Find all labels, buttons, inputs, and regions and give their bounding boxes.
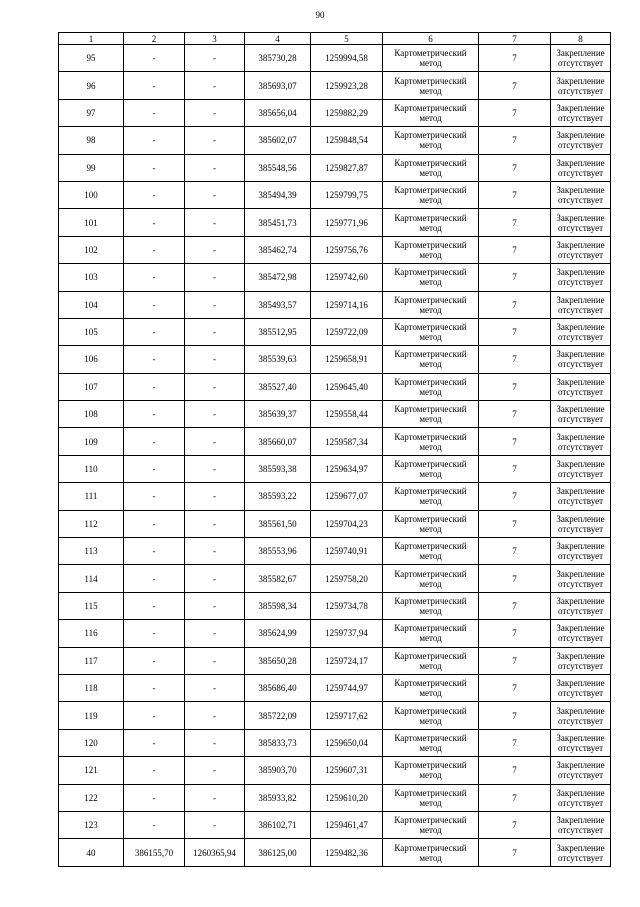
accuracy-cell: 7 — [479, 647, 551, 674]
method-cell: Картометрический метод — [383, 729, 479, 756]
new-y-cell: 1259558,44 — [311, 401, 383, 428]
fixing-cell: Закрепление отсутствует — [551, 510, 611, 537]
point-number-cell: 101 — [59, 209, 124, 236]
accuracy-cell: 7 — [479, 455, 551, 482]
table-row — [59, 647, 611, 674]
old-x-cell: - — [124, 127, 185, 154]
point-number-cell: 96 — [59, 72, 124, 99]
accuracy-cell: 7 — [479, 565, 551, 592]
old-x-cell: - — [124, 538, 185, 565]
new-x-cell: 385650,28 — [245, 647, 311, 674]
new-y-cell: 1259714,16 — [311, 291, 383, 318]
point-number-cell: 121 — [59, 757, 124, 784]
old-x-cell: - — [124, 428, 185, 455]
accuracy-cell: 7 — [479, 72, 551, 99]
table-row — [59, 209, 611, 236]
column-header: 7 — [479, 33, 551, 45]
method-cell: Картометрический метод — [383, 702, 479, 729]
old-x-cell: - — [124, 373, 185, 400]
fixing-cell: Закрепление отсутствует — [551, 99, 611, 126]
new-x-cell: 385722,09 — [245, 702, 311, 729]
accuracy-cell: 7 — [479, 127, 551, 154]
new-y-cell: 1259645,40 — [311, 373, 383, 400]
old-x-cell: - — [124, 318, 185, 345]
method-cell: Картометрический метод — [383, 318, 479, 345]
method-cell: Картометрический метод — [383, 811, 479, 838]
accuracy-cell: 7 — [479, 181, 551, 208]
new-x-cell: 386125,00 — [245, 839, 311, 866]
method-cell: Картометрический метод — [383, 538, 479, 565]
column-header: 6 — [383, 33, 479, 45]
point-number-cell: 99 — [59, 154, 124, 181]
old-x-cell: - — [124, 565, 185, 592]
method-cell: Картометрический метод — [383, 154, 479, 181]
point-number-cell: 111 — [59, 483, 124, 510]
method-cell: Картометрический метод — [383, 647, 479, 674]
accuracy-cell: 7 — [479, 674, 551, 701]
old-y-cell: - — [185, 72, 245, 99]
table-row — [59, 99, 611, 126]
column-header: 3 — [185, 33, 245, 45]
table-header-row — [59, 33, 611, 45]
table-row — [59, 127, 611, 154]
fixing-cell: Закрепление отсутствует — [551, 373, 611, 400]
point-number-cell: 104 — [59, 291, 124, 318]
point-number-cell: 122 — [59, 784, 124, 811]
old-y-cell: - — [185, 811, 245, 838]
fixing-cell: Закрепление отсутствует — [551, 592, 611, 619]
fixing-cell: Закрепление отсутствует — [551, 154, 611, 181]
table-row — [59, 318, 611, 345]
old-x-cell: - — [124, 784, 185, 811]
new-x-cell: 385693,07 — [245, 72, 311, 99]
old-y-cell: - — [185, 538, 245, 565]
method-cell: Картометрический метод — [383, 401, 479, 428]
table-row — [59, 428, 611, 455]
old-y-cell: - — [185, 729, 245, 756]
point-number-cell: 116 — [59, 620, 124, 647]
new-x-cell: 385656,04 — [245, 99, 311, 126]
column-header: 4 — [245, 33, 311, 45]
new-x-cell: 385548,56 — [245, 154, 311, 181]
point-number-cell: 107 — [59, 373, 124, 400]
new-y-cell: 1259848,54 — [311, 127, 383, 154]
old-x-cell: - — [124, 729, 185, 756]
old-y-cell: - — [185, 346, 245, 373]
table-row — [59, 373, 611, 400]
old-x-cell: - — [124, 291, 185, 318]
accuracy-cell: 7 — [479, 154, 551, 181]
table-row — [59, 620, 611, 647]
old-y-cell: - — [185, 757, 245, 784]
new-y-cell: 1259994,58 — [311, 45, 383, 72]
new-y-cell: 1259756,76 — [311, 236, 383, 263]
old-y-cell: - — [185, 510, 245, 537]
old-y-cell: - — [185, 647, 245, 674]
fixing-cell: Закрепление отсутствует — [551, 264, 611, 291]
table-row — [59, 784, 611, 811]
old-y-cell: - — [185, 154, 245, 181]
method-cell: Картометрический метод — [383, 592, 479, 619]
method-cell: Картометрический метод — [383, 209, 479, 236]
new-x-cell: 385624,99 — [245, 620, 311, 647]
new-y-cell: 1259482,36 — [311, 839, 383, 866]
fixing-cell: Закрепление отсутствует — [551, 72, 611, 99]
table-row — [59, 154, 611, 181]
new-y-cell: 1259742,60 — [311, 264, 383, 291]
fixing-cell: Закрепление отсутствует — [551, 538, 611, 565]
new-y-cell: 1259607,31 — [311, 757, 383, 784]
old-y-cell: - — [185, 592, 245, 619]
fixing-cell: Закрепление отсутствует — [551, 291, 611, 318]
table-row — [59, 674, 611, 701]
point-number-cell: 110 — [59, 455, 124, 482]
old-x-cell: - — [124, 811, 185, 838]
table-row — [59, 757, 611, 784]
old-y-cell: - — [185, 401, 245, 428]
old-x-cell: - — [124, 181, 185, 208]
old-x-cell: - — [124, 209, 185, 236]
fixing-cell: Закрепление отсутствует — [551, 729, 611, 756]
new-x-cell: 385903,70 — [245, 757, 311, 784]
accuracy-cell: 7 — [479, 729, 551, 756]
new-x-cell: 385593,38 — [245, 455, 311, 482]
new-y-cell: 1259717,62 — [311, 702, 383, 729]
point-number-cell: 114 — [59, 565, 124, 592]
point-number-cell: 106 — [59, 346, 124, 373]
method-cell: Картометрический метод — [383, 72, 479, 99]
point-number-cell: 40 — [59, 839, 124, 866]
old-x-cell: - — [124, 647, 185, 674]
fixing-cell: Закрепление отсутствует — [551, 455, 611, 482]
table-row — [59, 45, 611, 72]
table-row — [59, 401, 611, 428]
table-row — [59, 592, 611, 619]
accuracy-cell: 7 — [479, 538, 551, 565]
old-y-cell: - — [185, 127, 245, 154]
table-row — [59, 510, 611, 537]
old-x-cell: - — [124, 99, 185, 126]
table-row — [59, 72, 611, 99]
method-cell: Картометрический метод — [383, 565, 479, 592]
point-number-cell: 98 — [59, 127, 124, 154]
fixing-cell: Закрепление отсутствует — [551, 236, 611, 263]
new-y-cell: 1259882,29 — [311, 99, 383, 126]
new-x-cell: 385598,34 — [245, 592, 311, 619]
new-x-cell: 386102,71 — [245, 811, 311, 838]
new-y-cell: 1259658,91 — [311, 346, 383, 373]
method-cell: Картометрический метод — [383, 784, 479, 811]
point-number-cell: 123 — [59, 811, 124, 838]
new-x-cell: 385639,37 — [245, 401, 311, 428]
accuracy-cell: 7 — [479, 373, 551, 400]
old-x-cell: - — [124, 154, 185, 181]
old-x-cell: - — [124, 346, 185, 373]
point-number-cell: 118 — [59, 674, 124, 701]
fixing-cell: Закрепление отсутствует — [551, 483, 611, 510]
method-cell: Картометрический метод — [383, 839, 479, 866]
accuracy-cell: 7 — [479, 291, 551, 318]
method-cell: Картометрический метод — [383, 373, 479, 400]
old-y-cell: - — [185, 455, 245, 482]
fixing-cell: Закрепление отсутствует — [551, 565, 611, 592]
new-y-cell: 1259923,28 — [311, 72, 383, 99]
old-x-cell: 386155,70 — [124, 839, 185, 866]
fixing-cell: Закрепление отсутствует — [551, 209, 611, 236]
method-cell: Картометрический метод — [383, 45, 479, 72]
table-row — [59, 565, 611, 592]
method-cell: Картометрический метод — [383, 99, 479, 126]
fixing-cell: Закрепление отсутствует — [551, 401, 611, 428]
point-number-cell: 97 — [59, 99, 124, 126]
method-cell: Картометрический метод — [383, 483, 479, 510]
accuracy-cell: 7 — [479, 401, 551, 428]
point-number-cell: 115 — [59, 592, 124, 619]
new-y-cell: 1259758,20 — [311, 565, 383, 592]
point-number-cell: 120 — [59, 729, 124, 756]
fixing-cell: Закрепление отсутствует — [551, 784, 611, 811]
new-y-cell: 1259704,23 — [311, 510, 383, 537]
column-header: 2 — [124, 33, 185, 45]
new-y-cell: 1259610,20 — [311, 784, 383, 811]
new-x-cell: 385553,96 — [245, 538, 311, 565]
point-number-cell: 109 — [59, 428, 124, 455]
point-number-cell: 108 — [59, 401, 124, 428]
new-y-cell: 1259677,07 — [311, 483, 383, 510]
method-cell: Картометрический метод — [383, 620, 479, 647]
old-y-cell: - — [185, 264, 245, 291]
new-x-cell: 385593,22 — [245, 483, 311, 510]
method-cell: Картометрический метод — [383, 674, 479, 701]
point-number-cell: 100 — [59, 181, 124, 208]
point-number-cell: 119 — [59, 702, 124, 729]
old-x-cell: - — [124, 236, 185, 263]
old-y-cell: - — [185, 99, 245, 126]
table-row — [59, 455, 611, 482]
new-x-cell: 385494,39 — [245, 181, 311, 208]
new-y-cell: 1259461,47 — [311, 811, 383, 838]
new-y-cell: 1259827,87 — [311, 154, 383, 181]
accuracy-cell: 7 — [479, 209, 551, 236]
new-y-cell: 1259724,17 — [311, 647, 383, 674]
method-cell: Картометрический метод — [383, 757, 479, 784]
fixing-cell: Закрепление отсутствует — [551, 674, 611, 701]
new-x-cell: 385451,73 — [245, 209, 311, 236]
accuracy-cell: 7 — [479, 620, 551, 647]
old-y-cell: - — [185, 291, 245, 318]
new-y-cell: 1259650,04 — [311, 729, 383, 756]
new-x-cell: 385472,98 — [245, 264, 311, 291]
table-row — [59, 181, 611, 208]
column-header: 1 — [59, 33, 124, 45]
table-row — [59, 538, 611, 565]
accuracy-cell: 7 — [479, 236, 551, 263]
new-x-cell: 385512,95 — [245, 318, 311, 345]
accuracy-cell: 7 — [479, 784, 551, 811]
fixing-cell: Закрепление отсутствует — [551, 45, 611, 72]
new-y-cell: 1259744,97 — [311, 674, 383, 701]
method-cell: Картометрический метод — [383, 346, 479, 373]
accuracy-cell: 7 — [479, 428, 551, 455]
new-x-cell: 385539,63 — [245, 346, 311, 373]
new-y-cell: 1259634,97 — [311, 455, 383, 482]
page-number: 90 — [315, 10, 325, 20]
method-cell: Картометрический метод — [383, 291, 479, 318]
table-row — [59, 291, 611, 318]
old-y-cell: - — [185, 428, 245, 455]
column-header: 8 — [551, 33, 611, 45]
table-row — [59, 811, 611, 838]
new-y-cell: 1259587,34 — [311, 428, 383, 455]
accuracy-cell: 7 — [479, 592, 551, 619]
old-y-cell: - — [185, 620, 245, 647]
old-y-cell: - — [185, 702, 245, 729]
old-y-cell: - — [185, 674, 245, 701]
old-x-cell: - — [124, 592, 185, 619]
new-y-cell: 1259799,75 — [311, 181, 383, 208]
new-x-cell: 385582,67 — [245, 565, 311, 592]
point-number-cell: 103 — [59, 264, 124, 291]
accuracy-cell: 7 — [479, 757, 551, 784]
accuracy-cell: 7 — [479, 99, 551, 126]
old-x-cell: - — [124, 674, 185, 701]
new-x-cell: 385527,40 — [245, 373, 311, 400]
new-x-cell: 385660,07 — [245, 428, 311, 455]
old-x-cell: - — [124, 401, 185, 428]
accuracy-cell: 7 — [479, 264, 551, 291]
new-x-cell: 385602,07 — [245, 127, 311, 154]
old-y-cell: - — [185, 181, 245, 208]
table-body — [59, 45, 611, 867]
table-row — [59, 346, 611, 373]
accuracy-cell: 7 — [479, 318, 551, 345]
old-y-cell: - — [185, 318, 245, 345]
method-cell: Картометрический метод — [383, 510, 479, 537]
fixing-cell: Закрепление отсутствует — [551, 181, 611, 208]
old-x-cell: - — [124, 620, 185, 647]
accuracy-cell: 7 — [479, 702, 551, 729]
accuracy-cell: 7 — [479, 45, 551, 72]
new-y-cell: 1259734,78 — [311, 592, 383, 619]
fixing-cell: Закрепление отсутствует — [551, 428, 611, 455]
old-x-cell: - — [124, 72, 185, 99]
old-y-cell: - — [185, 45, 245, 72]
old-x-cell: - — [124, 455, 185, 482]
point-number-cell: 102 — [59, 236, 124, 263]
new-x-cell: 385933,82 — [245, 784, 311, 811]
new-y-cell: 1259737,94 — [311, 620, 383, 647]
old-x-cell: - — [124, 45, 185, 72]
fixing-cell: Закрепление отсутствует — [551, 346, 611, 373]
table-row — [59, 839, 611, 866]
new-x-cell: 385462,74 — [245, 236, 311, 263]
old-x-cell: - — [124, 757, 185, 784]
new-x-cell: 385686,40 — [245, 674, 311, 701]
fixing-cell: Закрепление отсутствует — [551, 702, 611, 729]
old-x-cell: - — [124, 510, 185, 537]
old-y-cell: 1260365,94 — [185, 839, 245, 866]
old-y-cell: - — [185, 373, 245, 400]
old-y-cell: - — [185, 565, 245, 592]
fixing-cell: Закрепление отсутствует — [551, 757, 611, 784]
old-x-cell: - — [124, 264, 185, 291]
method-cell: Картометрический метод — [383, 428, 479, 455]
point-number-cell: 113 — [59, 538, 124, 565]
accuracy-cell: 7 — [479, 483, 551, 510]
method-cell: Картометрический метод — [383, 127, 479, 154]
method-cell: Картометрический метод — [383, 181, 479, 208]
old-x-cell: - — [124, 702, 185, 729]
accuracy-cell: 7 — [479, 510, 551, 537]
old-y-cell: - — [185, 209, 245, 236]
old-x-cell: - — [124, 483, 185, 510]
accuracy-cell: 7 — [479, 346, 551, 373]
old-y-cell: - — [185, 784, 245, 811]
point-number-cell: 112 — [59, 510, 124, 537]
new-y-cell: 1259740,91 — [311, 538, 383, 565]
fixing-cell: Закрепление отсутствует — [551, 318, 611, 345]
table-row — [59, 236, 611, 263]
point-number-cell: 95 — [59, 45, 124, 72]
method-cell: Картометрический метод — [383, 455, 479, 482]
fixing-cell: Закрепление отсутствует — [551, 127, 611, 154]
point-number-cell: 105 — [59, 318, 124, 345]
accuracy-cell: 7 — [479, 811, 551, 838]
fixing-cell: Закрепление отсутствует — [551, 839, 611, 866]
point-number-cell: 117 — [59, 647, 124, 674]
new-x-cell: 385561,50 — [245, 510, 311, 537]
old-y-cell: - — [185, 483, 245, 510]
table-row — [59, 702, 611, 729]
fixing-cell: Закрепление отсутствует — [551, 647, 611, 674]
method-cell: Картометрический метод — [383, 264, 479, 291]
column-header: 5 — [311, 33, 383, 45]
new-x-cell: 385730,28 — [245, 45, 311, 72]
table-row — [59, 264, 611, 291]
table-row — [59, 483, 611, 510]
table-row — [59, 729, 611, 756]
new-x-cell: 385493,57 — [245, 291, 311, 318]
old-y-cell: - — [185, 236, 245, 263]
new-y-cell: 1259722,09 — [311, 318, 383, 345]
fixing-cell: Закрепление отсутствует — [551, 811, 611, 838]
method-cell: Картометрический метод — [383, 236, 479, 263]
coordinates-table — [58, 32, 611, 867]
new-x-cell: 385833,73 — [245, 729, 311, 756]
fixing-cell: Закрепление отсутствует — [551, 620, 611, 647]
accuracy-cell: 7 — [479, 839, 551, 866]
new-y-cell: 1259771,96 — [311, 209, 383, 236]
